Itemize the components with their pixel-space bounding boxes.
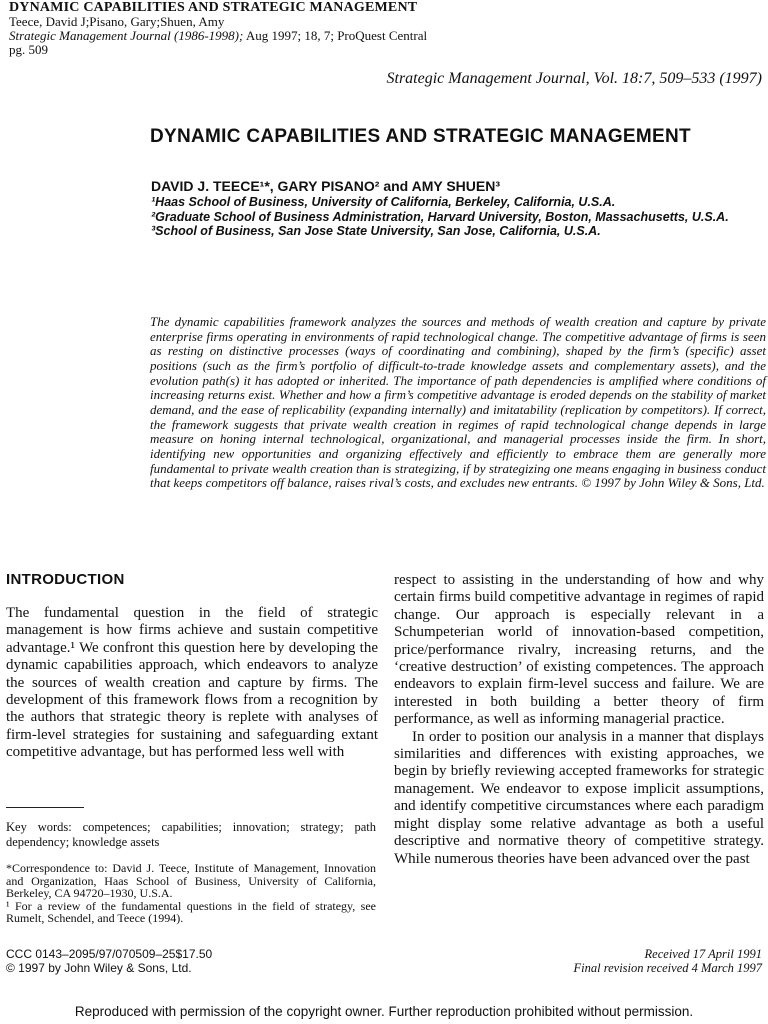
- received-date: Received 17 April 1991: [644, 947, 762, 961]
- article-title: DYNAMIC CAPABILITIES AND STRATEGIC MANAGEMENT: [150, 126, 691, 147]
- footnotes: [6, 862, 376, 925]
- section-heading-introduction: INTRODUCTION: [6, 571, 125, 588]
- proquest-title: DYNAMIC CAPABILITIES AND STRATEGIC MANAGEMENT: [9, 0, 418, 15]
- affiliation: ¹Haas School of Business, University of California, Berkeley, California, U.S.A.: [151, 195, 616, 209]
- proquest-header: [9, 1, 609, 57]
- proquest-issue: Aug 1997; 18, 7; ProQuest Central: [243, 28, 428, 43]
- article-authors: DAVID J. TEECE¹*, GARY PISANO² and AMY SHUEN³: [151, 178, 501, 194]
- correspondence-note: *Correspondence to: David J. Teece, Institute of Management, Innovation and Organization, Haas School of Business, University of California, Berkeley, CA 94720–1930, U.S.A.: [6, 861, 376, 901]
- publisher-info: [6, 947, 212, 975]
- abstract: The dynamic capabilities framework analyzes the sources and methods of wealth creation and capture by private enterprise firms operating in environments of rapid technological change. The competitive advantage of firms is seen as resting on distinctive processes (ways of coordinating and combining), shaped by the firm’s (specific) asset positions (such as the firm’s portfolio of difficult-to-trade knowledge assets and complementary assets), and the evolution path(s) it has adopted or inherited. The importance of path dependencies is amplified where conditions of increasing returns exist. Whether and how a firm’s competitive advantage is eroded depends on the stability of market demand, and the ease of replicability (expanding internally) and imitatability (replication by competitors). If correct, the framework suggests that private wealth creation in regimes of rapid technological change depends in large measure on honing internal technological, organizational, and managerial processes inside the firm. In short, identifying new opportunities and organizing effectively and efficiently to embrace them are generally more fundamental to private wealth creation than is strategizing, if by strategizing one means engaging in business conduct that keeps competitors off balance, raises rival’s costs, and excludes new entrants. © 1997 by John Wiley & Sons, Ltd.: [150, 314, 766, 491]
- intro-paragraph: respect to assisting in the understanding of how and why certain firms build competitive advantage in regimes of rapid change. Our approach is especially relevant in a Schumpeterian world of innovation-based competition, price/performance rivalry, increasing returns, and the ‘creative destruction’ of existing competences. The approach endeavors to explain firm-level success and failure. We are interested in both building a better theory of firm performance, as well as informing managerial practice.: [394, 572, 764, 728]
- proquest-authors: Teece, David J;Pisano, Gary;Shuen, Amy: [9, 14, 225, 29]
- affiliations: [151, 195, 768, 239]
- intro-column-right: [394, 572, 764, 868]
- intro-paragraph: In order to position our analysis in a manner that displays similarities and differences with existing approaches, we begin by briefly reviewing accepted frameworks for strategic management. We endeavor to expose implicit assumptions, and identify competitive circumstances where each paradigm might display some relative advantage as both a useful descriptive and normative theory of competitive strategy. While numerous theories have been advanced over the past: [394, 728, 764, 867]
- received-dates: [574, 947, 763, 975]
- footnote-1: ¹ For a review of the fundamental questions in the field of strategy, see Rumelt, Schendel, and Teece (1994).: [6, 898, 376, 926]
- copyright: © 1997 by John Wiley & Sons, Ltd.: [6, 961, 192, 975]
- ccc-code: CCC 0143–2095/97/070509–25$17.50: [6, 947, 213, 961]
- footnote-rule: [6, 807, 84, 808]
- affiliation: ²Graduate School of Business Administration, Harvard University, Boston, Massachusetts, U.S.A.: [151, 209, 729, 224]
- reproduction-notice: Reproduced with permission of the copyright owner. Further reproduction prohibited without permission.: [74, 1004, 694, 1019]
- affiliation: ³School of Business, San Jose State University, San Jose, California, U.S.A.: [151, 224, 601, 238]
- journal-citation: Strategic Management Journal, Vol. 18:7, 509–533 (1997): [386, 70, 762, 87]
- intro-column-left: The fundamental question in the field of strategic management is how firms achieve and sustain competitive advantage.¹ We confront this question here by developing the dynamic capabilities approach, which endeavors to analyze the sources of wealth creation and capture by firms. The development of this framework flows from a recognition by the authors that strategic theory is replete with analyses of firm-level strategies for sustaining and safeguarding extant competitive advantage, but has performed less well with: [6, 605, 378, 761]
- proquest-source: [9, 29, 609, 43]
- keywords: Key words: competences; capabilities; innovation; strategy; path dependency; knowledge assets: [6, 820, 376, 849]
- proquest-journal: Strategic Management Journal (1986-1998);: [9, 28, 244, 43]
- proquest-page: pg. 509: [9, 42, 48, 57]
- revision-date: Final revision received 4 March 1997: [573, 961, 762, 975]
